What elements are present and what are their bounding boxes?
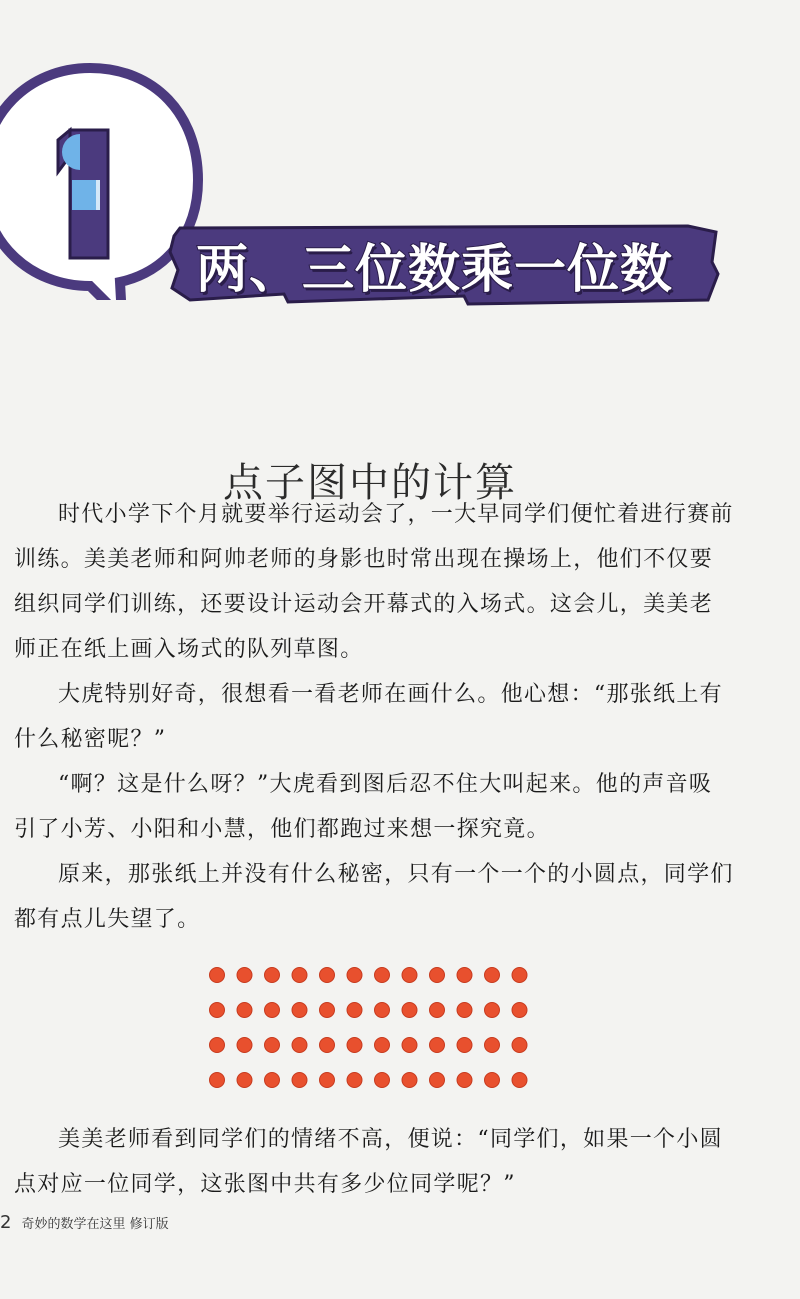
dot: [512, 1003, 527, 1018]
dot: [210, 1073, 225, 1088]
dot: [237, 1073, 252, 1088]
dot: [430, 968, 445, 983]
dot: [375, 1003, 390, 1018]
dot: [457, 1073, 472, 1088]
dot: [320, 1003, 335, 1018]
dot: [457, 968, 472, 983]
dot: [237, 1038, 252, 1053]
dot: [375, 1038, 390, 1053]
dot: [402, 968, 417, 983]
dot: [512, 968, 527, 983]
dot: [320, 1038, 335, 1053]
page-number: 2: [0, 1212, 12, 1233]
dot: [210, 1003, 225, 1018]
dot: [430, 1038, 445, 1053]
dot: [292, 1003, 307, 1018]
dot: [457, 1038, 472, 1053]
dot: [430, 1073, 445, 1088]
dot: [375, 968, 390, 983]
dot: [430, 1003, 445, 1018]
paragraph-5: 美美老师看到同学们的情绪不高，便说：“同学们，如果一个小圆点对应一位同学，这张图中共有多少位同学呢？”: [14, 1127, 723, 1197]
dot: [265, 968, 280, 983]
dot: [485, 968, 500, 983]
dot: [347, 968, 362, 983]
dot: [210, 1038, 225, 1053]
page-footer: [0, 1212, 169, 1236]
dot: [375, 1073, 390, 1088]
dot: [292, 968, 307, 983]
chapter-title: 两、三位数乘一位数: [196, 239, 674, 300]
dot: [265, 1073, 280, 1088]
dot: [320, 968, 335, 983]
section-title: 点子图中的计算: [223, 460, 517, 507]
dot: [292, 1038, 307, 1053]
dot: [292, 1073, 307, 1088]
paragraph-4: 原来，那张纸上并没有什么秘密，只有一个一个的小圆点，同学们都有点儿失望了。: [14, 862, 734, 932]
dot: [402, 1073, 417, 1088]
paragraph-2: 大虎特别好奇，很想看一看老师在画什么。他心想：“那张纸上有什么秘密呢？”: [14, 682, 723, 752]
dot-diagram: [205, 960, 535, 1090]
book-title: 奇妙的数学在这里 修订版: [21, 1217, 169, 1232]
dot: [512, 1073, 527, 1088]
dot: [320, 1073, 335, 1088]
dot: [485, 1003, 500, 1018]
dot: [347, 1038, 362, 1053]
dot: [210, 968, 225, 983]
dot: [402, 1038, 417, 1053]
dot: [512, 1038, 527, 1053]
dot: [265, 1003, 280, 1018]
dot: [402, 1003, 417, 1018]
dot: [237, 1003, 252, 1018]
dot: [485, 1073, 500, 1088]
dot: [457, 1003, 472, 1018]
dot: [485, 1038, 500, 1053]
paragraph-3: “啊？这是什么呀？”大虎看到图后忍不住大叫起来。他的声音吸引了小芳、小阳和小慧，他们都跑过来想一探究竟。: [14, 772, 713, 842]
dot: [237, 968, 252, 983]
paragraph-1: 时代小学下个月就要举行运动会了，一大早同学们便忙着进行赛前训练。美美老师和阿帅老师的身影也时常出现在操场上，他们不仅要组织同学们训练，还要设计运动会开幕式的入场式。这会儿，美美老师正在纸上画入场式的队列草图。: [14, 502, 734, 662]
dot: [347, 1073, 362, 1088]
dot: [347, 1003, 362, 1018]
dot: [265, 1038, 280, 1053]
